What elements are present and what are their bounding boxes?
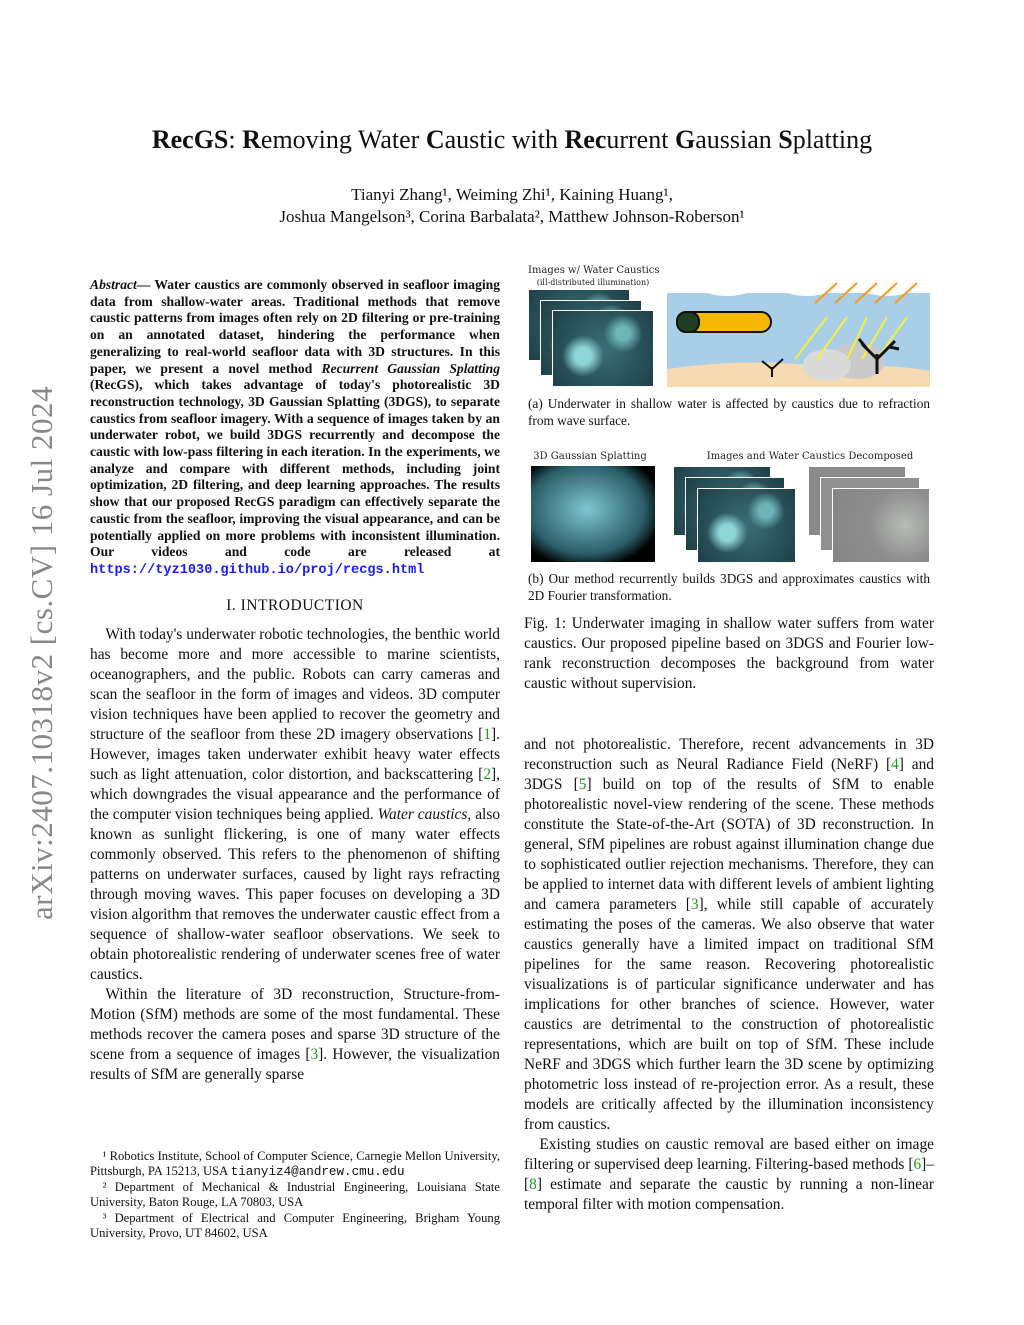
title-part: emoving Water: [260, 125, 426, 154]
figure-label: Images and Water Caustics Decomposed: [706, 451, 914, 462]
abstract-text: (RecGS), which takes advantage of today's photorealistic 3D reconstruction technology, 3D Gaussian Splatting (3DGS), to separate caustics from seafloor imagery. With a sequence of images taken by an underwater robot, we build 3DGS recurrently and decompose the caustic with low-pass filtering in each iteration. In the experiments, we analyze and compare with different methods, including joint optimization, 2D filtering, and deep learning approaches. The results show that our proposed RecGS paradigm can effectively separate the caustic from the seafloor, improving the visual appearance, and can be potentially applied on more problems with inconsistent illumination. Our videos and code are released at: [90, 377, 500, 560]
text: ]. However, the visualization results of SfM are generally sparse: [90, 1045, 501, 1083]
author-list: [0, 184, 1024, 228]
paper-title: [0, 124, 1024, 156]
title-part: Rec: [564, 125, 607, 154]
email: tianyiz4@andrew.cmu.edu: [230, 1164, 405, 1179]
citation-link[interactable]: 3: [310, 1045, 319, 1063]
text: Existing studies on caustic removal are based either on image filtering or supervised deep learning. Filtering-based methods [: [524, 1136, 934, 1173]
citation-link[interactable]: 8: [529, 1176, 537, 1193]
right-column: [524, 614, 934, 1215]
title-part: S: [778, 125, 793, 154]
column-spacer: [90, 1085, 500, 1149]
left-column: [90, 277, 500, 1241]
text: and not photorealistic. Therefore, recent advancements in 3D reconstruction such as Neural Radiance Field (NeRF) [: [524, 736, 934, 773]
title-part: R: [242, 125, 261, 154]
emphasis: Water caustics,: [377, 805, 472, 823]
citation-link[interactable]: 2: [483, 765, 492, 783]
decomposed-image: [697, 488, 796, 563]
paragraph: [524, 735, 934, 1135]
caustic-map: [832, 488, 930, 563]
paragraph: [90, 625, 500, 985]
citation-link[interactable]: 3: [690, 896, 699, 913]
abstract: [90, 277, 500, 580]
project-link[interactable]: https://tyz1030.github.io/proj/recgs.html: [90, 562, 425, 578]
paragraph: [90, 985, 500, 1085]
intro-right-column: [524, 735, 934, 1215]
title-part: urrent: [606, 125, 675, 154]
title-part: G: [674, 125, 696, 154]
subfigure-b-caption: (b) Our method recurrently builds 3DGS and approximates caustics with 2D Fourier transformation.: [528, 571, 930, 603]
abstract-label: Abstract: [90, 277, 137, 292]
text: ] and 3DGS [: [524, 756, 934, 793]
footnote: [90, 1149, 500, 1180]
arxiv-identifier: arXiv:2407.10318v2 [cs.CV] 16 Jul 2024: [24, 386, 59, 920]
title-part: aussian: [695, 125, 779, 154]
title-part: :: [228, 125, 243, 154]
footnotes: [90, 1149, 500, 1241]
text: Within the literature of 3D reconstruction, Structure-from-Motion (SfM) methods are some of the most fundamental. These methods recover the camera poses and sparse 3D structure of the scene from a sequence of images [: [90, 985, 500, 1063]
text: ] estimate and separate the caustic by running a non-linear temporal filter with motion compensation.: [524, 1176, 934, 1213]
intro-left-column: [90, 625, 500, 1085]
title-part: RecGS: [151, 125, 229, 154]
citation-link[interactable]: 5: [578, 776, 587, 793]
text: ] build on top of the results of SfM to enable photorealistic novel-view rendering of the scene. These methods constitute the State-of-the-Art (SOTA) of 3D reconstruction. In general, SfM pipelines are robust against illumination change due to sophisticated outlier rejection mechanisms. Therefore, they can be applied to internet data with different levels of ambient lighting and camera parameters [: [524, 776, 934, 913]
paragraph: [524, 1135, 934, 1215]
text: ], which downgrades the visual appearance and the performance of the computer vision techniques being applied.: [90, 765, 500, 823]
section-heading: I. INTRODUCTION: [226, 596, 364, 614]
title-part: austic with: [444, 125, 565, 154]
figure-label: (ill-distributed illumination): [536, 278, 650, 287]
citation-link[interactable]: 1: [483, 725, 492, 743]
text: With today's underwater robotic technologies, the benthic world has become more and more accessible to marine scientists, oceanographers, and the public. Robots can carry cameras and scan the seafloor in the form of images and videos. 3D computer vision techniques have been applied to recover the geometry and structure of the seafloor from these 2D imagery observations [: [90, 625, 500, 743]
figure-label: 3D Gaussian Splatting: [533, 451, 647, 462]
underwater-robot-diagram: [667, 279, 930, 387]
footnote: ² Department of Mechanical & Industrial Engineering, Louisiana State University, Baton Rouge, LA 70803, USA: [90, 1180, 500, 1210]
figure-caption: Fig. 1: Underwater imaging in shallow water suffers from water caustics. Our proposed pipeline based on 3DGS and Fourier low-rank reconstruction decomposes the background from water caustic without supervision.: [524, 615, 934, 692]
text: ¹ Robotics Institute, School of Computer Science, Carnegie Mellon University, Pittsburgh, PA 15213, USA: [90, 1148, 500, 1178]
author-line: Tianyi Zhang¹, Weiming Zhi¹, Kaining Huang¹,: [351, 185, 673, 204]
abstract-text: — Water caustics are commonly observed in seafloor imaging data from shallow-water areas. Traditional methods that remove caustic patterns from images often rely on 2D filtering or pre-training on an annotated dataset, hindering the performance when generalizing to real-world seafloor data with 3D structures. In this paper, we present a novel method: [90, 277, 500, 376]
footnote: ³ Department of Electrical and Computer Engineering, Brigham Young University, Provo, UT 84602, USA: [90, 1210, 500, 1240]
text: ]. However, images taken underwater exhibit heavy water effects such as light attenuation, color distortion, and backscattering [: [90, 725, 500, 783]
caustic-image: [552, 310, 654, 387]
figure-label: Images w/ Water Caustics: [528, 265, 660, 276]
citation-link[interactable]: 4: [891, 756, 899, 773]
title-part: platting: [792, 125, 873, 154]
title-part: C: [425, 125, 445, 154]
text: also known as sunlight flickering, is one of many water effects commonly observed. This refers to the phenomenon of shifting patterns on underwater surfaces, caused by light rays refracting through moving waves. This paper focuses on developing a 3D vision algorithm that removes the underwater caustic effect from a sequence of shallow-water seafloor observations. We seek to obtain photorealistic rendering of underwater scenes free of water caustics.: [90, 805, 501, 983]
author-line: Joshua Mangelson³, Corina Barbalata², Matthew Johnson-Roberson¹: [279, 207, 745, 226]
method-name: Recurrent Gaussian Splatting: [321, 360, 500, 376]
text: ]–[: [524, 1156, 934, 1193]
subfigure-a-caption: (a) Underwater in shallow water is affected by caustics due to refraction from wave surface.: [528, 396, 930, 428]
text: ], while still capable of accurately estimating the poses of the cameras. We also observe that water caustics generally have a limited impact on traditional SfM pipelines for the same reason. Recovering photorealistic visualizations is of particular significance underwater and has implications for other branches of science. However, water caustics are detrimental to the construction of photorealistic representations, which are built on top of SfM. These include NeRF and 3DGS which further learn the 3D scene by optimizing photometric loss instead of re-projection error. As a result, these models are critically affected by the illumination inconsistency from caustics.: [524, 896, 934, 1133]
citation-link[interactable]: 6: [913, 1156, 922, 1173]
gaussian-splatting-render: [530, 465, 656, 563]
